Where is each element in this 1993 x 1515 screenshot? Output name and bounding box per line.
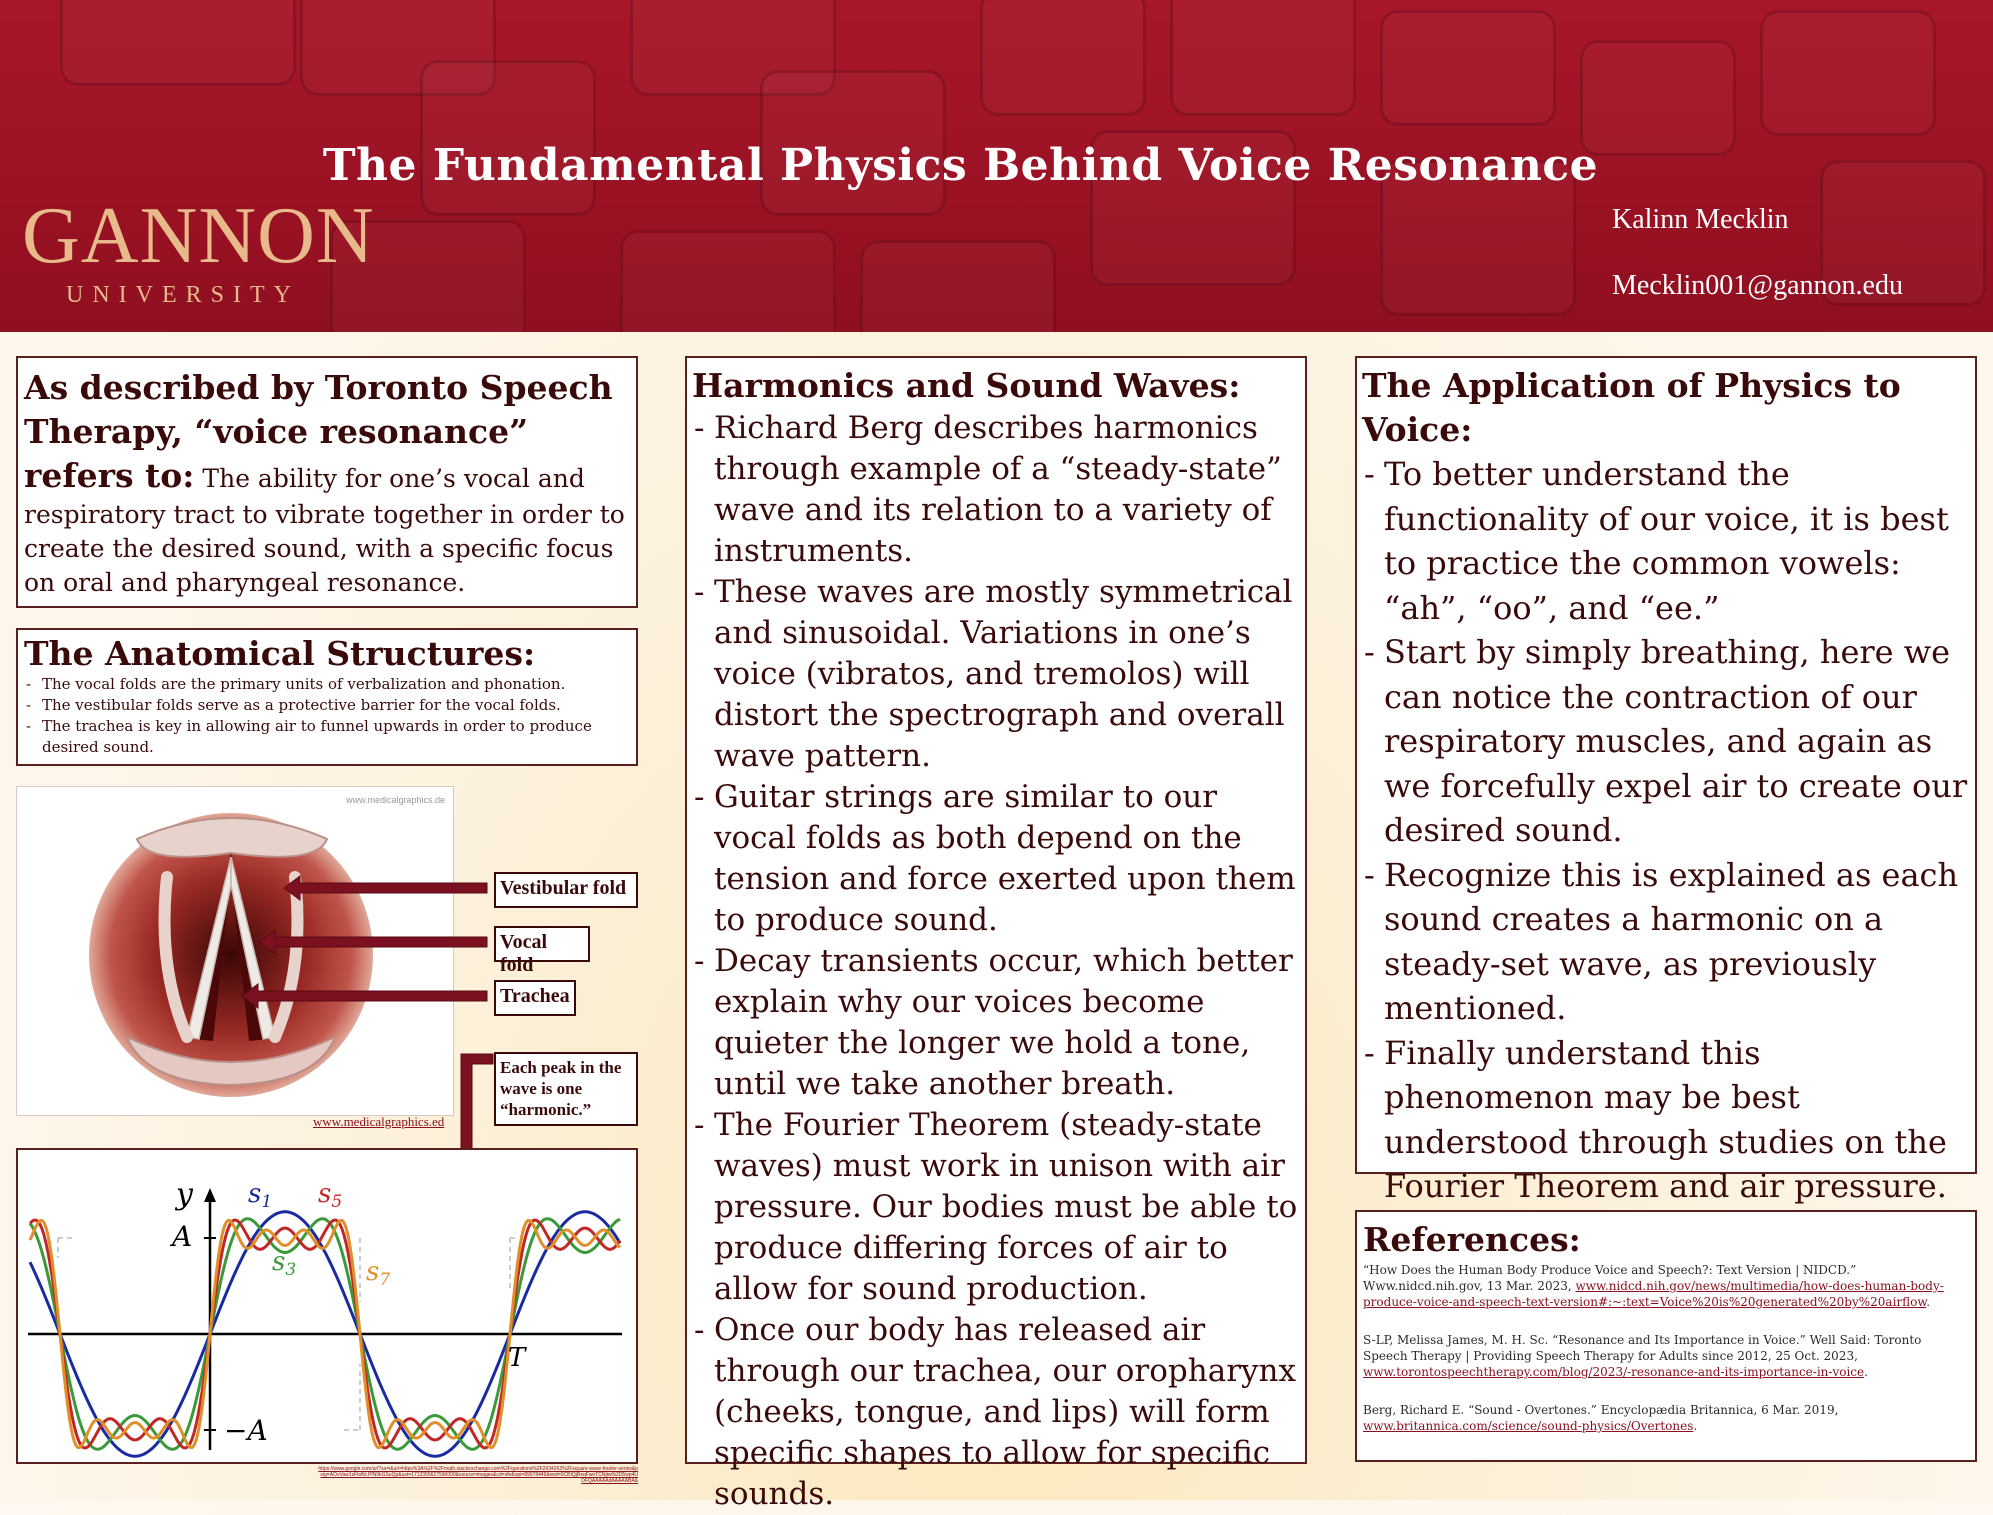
list-item: - Recognize this is explained as each sound creates a harmonic on a steady-set wave, as previously mentioned. [1362, 853, 1970, 1031]
amplitude-label: A [172, 1220, 193, 1253]
author-email: Mecklin001@gannon.edu [1612, 270, 1903, 301]
reference-item: “How Does the Human Body Produce Voice and Speech?: Text Version | NIDCD.” Www.nidcd.nih.gov, 13 Mar. 2023, www.nidcd.nih.gov/news/multimedia/how-does-human-body-produce-voice-and-speech-text-version#:~:text=Voice%20is%20generated%20by%20airflow. [1363, 1263, 1944, 1309]
list-item: - The vestibular folds serve as a protective barrier for the vocal folds. [24, 695, 630, 716]
list-item: - To better understand the functionality of our voice, it is best to practice the common vowels: “ah”, “oo”, and “ee.” [1362, 452, 1970, 630]
background-brick [1580, 40, 1736, 156]
poster-title: The Fundamental Physics Behind Voice Resonance [322, 140, 1599, 191]
pointer-arrows [0, 0, 660, 1200]
references-heading: References: [1363, 1220, 1581, 1259]
list-item: - Richard Berg describes harmonics through example of a “steady-state” wave and its relation to a variety of instruments. [692, 408, 1300, 572]
s7-label: s7 [366, 1257, 391, 1290]
trachea-label: Trachea [494, 980, 576, 1016]
list-item: - Finally understand this phenomenon may be best understood through studies on the Fourier Theorem and air pressure. [1362, 1031, 1970, 1209]
harmonics-list [692, 408, 1300, 1515]
background-brick [860, 240, 1056, 332]
application-panel [1355, 356, 1977, 1205]
intro-heading: As described by Toronto Speech Therapy, “voice resonance” refers to: [24, 368, 613, 495]
background-brick [1170, 0, 1356, 116]
image-watermark: www.medicalgraphics.de [345, 795, 445, 805]
s5-label: s5 [318, 1179, 343, 1212]
s1-label: s1 [248, 1179, 273, 1212]
reference-link[interactable]: www.nidcd.nih.gov/news/multimedia/how-does-human-body-produce-voice-and-speech-text-version#:~:text=Voice%20is%20generated%20by%20airflow [1363, 1279, 1944, 1309]
y-axis-label: y [176, 1177, 193, 1212]
wave-source-link[interactable]: https://www.google.com/url?sa=i&url=https%3A%2F%2Fmath.stackexchange.com%2Fquestions%2F2634263%2Fsquare-wave-fourier-series&psig=AOvVaw1sFtsfbLPfN9kGSuQp&ust=1713355627590000&source=images&cd=vfe&opi=89978449&ved=0CBIQjRxqFwoTCNjtw%2D5wp4UDFQAAAAAdAAAAABA& [318, 1466, 638, 1484]
background-brick [980, 0, 1146, 116]
harmonics-panel [685, 356, 1307, 1512]
harmonics-heading: Harmonics and Sound Waves: [692, 366, 1241, 405]
list-item: - These waves are mostly symmetrical and sinusoidal. Variations in one’s voice (vibratos, and tremolos) will distort the spectrograph and overall wave pattern. [692, 572, 1300, 777]
fourier-wave-figure [16, 1148, 638, 1464]
application-heading: The Application of Physics to Voice: [1362, 366, 1901, 449]
reference-link[interactable]: www.britannica.com/science/sound-physics/Overtones [1363, 1419, 1694, 1433]
vestibular-fold-label: Vestibular fold [494, 872, 638, 908]
list-item: - Decay transients occur, which better explain why our voices become quieter the longer we hold a tone, until we take another breath. [692, 941, 1300, 1105]
list-item: - The vocal folds are the primary units of verbalization and phonation. [24, 674, 630, 695]
references-panel [1355, 1210, 1977, 1462]
list-item: - Start by simply breathing, here we can notice the contraction of our respiratory muscles, and again as we forcefully expel air to create our desired sound. [1362, 630, 1970, 853]
s3-label: s3 [272, 1247, 297, 1280]
author-name: Kalinn Mecklin [1612, 204, 1789, 235]
intro-body: The ability for one’s vocal and respiratory tract to vibrate together in order to create the desired sound, with a specific focus on oral and pharyngeal resonance. [24, 464, 625, 597]
fourier-wave-plot [18, 1150, 636, 1462]
application-list [1362, 452, 1970, 1209]
university-logo-sub: UNIVERSITY [66, 282, 300, 308]
vocal-fold-label: Vocal fold [494, 926, 590, 962]
list-item: - The trachea is key in allowing air to funnel upwards in order to produce desired sound. [24, 716, 630, 758]
reference-link[interactable]: www.torontospeechtherapy.com/blog/2023/-resonance-and-its-importance-in-voice [1363, 1365, 1865, 1379]
neg-amplitude-label: −A [224, 1414, 268, 1447]
image-source-link[interactable]: www.medicalgraphics.ed [313, 1114, 445, 1129]
harmonic-note: Each peak in the wave is one “harmonic.” [494, 1052, 638, 1126]
anatomy-heading: The Anatomical Structures: [24, 634, 536, 673]
reference-item: S-LP, Melissa James, M. H. Sc. “Resonance and Its Importance in Voice.” Well Said: Toronto Speech Therapy | Providing Speech Therapy for Adults since 2012, 25 Oct. 2023, www.torontospeechtherapy.com/blog/2023/-resonance-and-its-importance-in-voice. [1363, 1333, 1922, 1379]
background-brick [1380, 10, 1556, 126]
reference-item: Berg, Richard E. “Sound - Overtones.” Encyclopædia Britannica, 6 Mar. 2019, www.britannica.com/science/sound-physics/Overtones. [1363, 1403, 1839, 1433]
background-brick [1760, 10, 1936, 136]
university-logo-name: GANNON [22, 192, 375, 280]
period-label: T [508, 1343, 526, 1373]
list-item: - Guitar strings are similar to our vocal folds as both depend on the tension and force exerted upon them to produce sound. [692, 777, 1300, 941]
list-item: - Once our body has released air through our trachea, our oropharynx (cheeks, tongue, and lips) will form specific shapes to allow for specific sounds. [692, 1310, 1300, 1515]
list-item: - The Fourier Theorem (steady-state waves) must work in unison with air pressure. Our bodies must be able to produce differing forces of air to allow for sound production. [692, 1105, 1300, 1310]
